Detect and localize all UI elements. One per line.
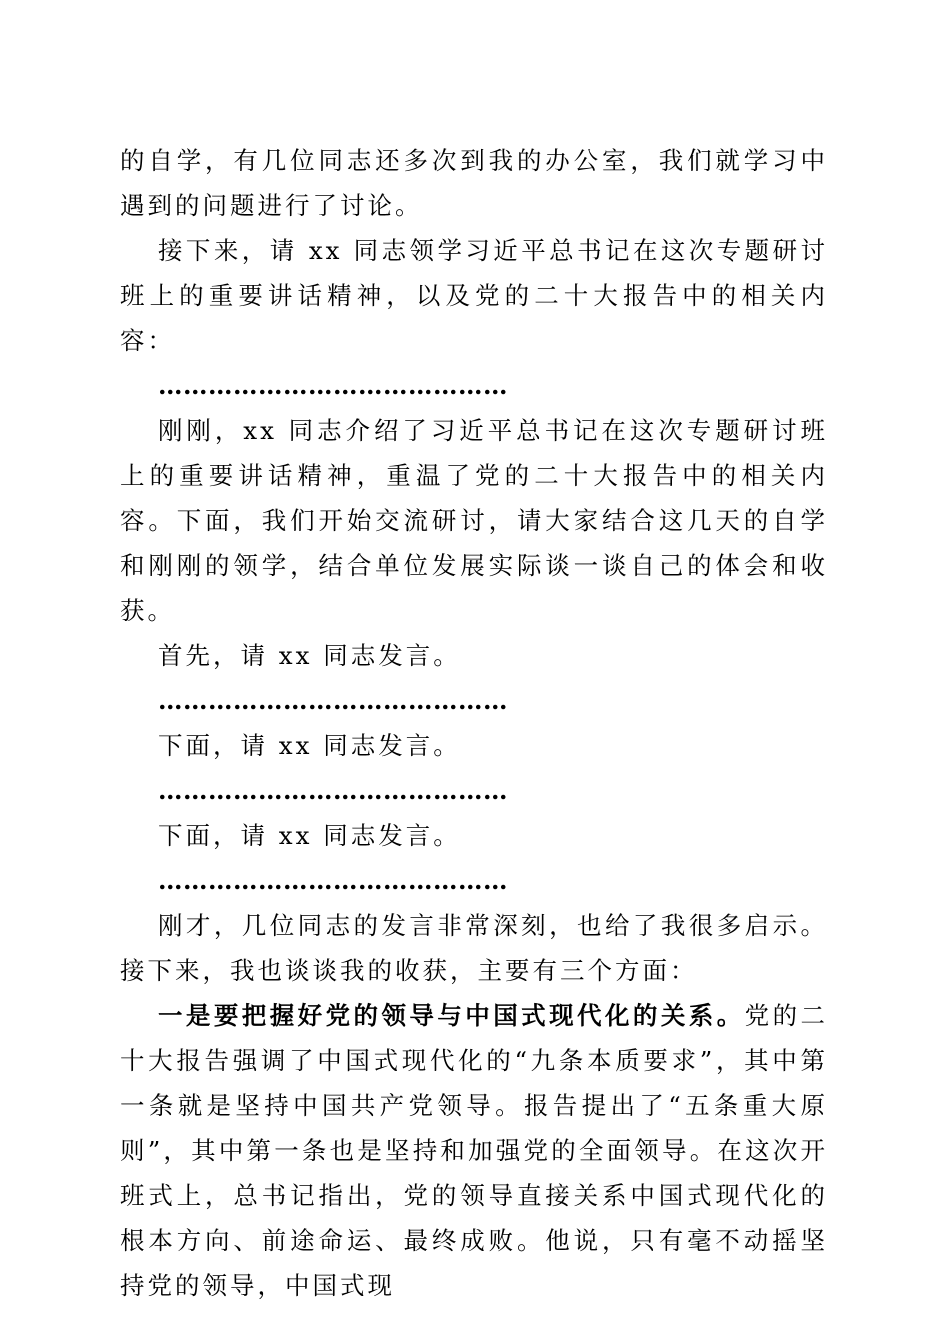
paragraph-lead-study: 接下来，请 xx 同志领学习近平总书记在这次专题研讨班上的重要讲话精神，以及党的二十大报告中的相关内容：	[120, 236, 828, 355]
ellipsis-placeholder: ……………………………………	[158, 686, 508, 715]
paragraph-self-study: 的自学，有几位同志还多次到我的办公室，我们就学习中遇到的问题进行了讨论。	[120, 146, 828, 220]
point-one-body: 党的二十大报告强调了中国式现代化的“九条本质要求”，其中第一条就是坚持中国共产党领导。报告提出了“五条重大原则”，其中第一条也是坚持和加强党的全面领导。在这次开班式上，总书记指出，党的领导直接关系中国式现代化的根本方向、前途命运、最终成败。他说，只有毫不动摇坚持党的领导，中国式现	[120, 1001, 829, 1300]
point-one-heading: 一是要把握好党的领导与中国式现代化的关系。	[158, 1001, 745, 1030]
ellipsis-placeholder: ……………………………………	[158, 866, 508, 895]
paragraph-point-one	[120, 993, 828, 1308]
paragraph-first-speaker: 首先，请 xx 同志发言。	[158, 641, 461, 670]
paragraph-next-speaker: 下面，请 xx 同志发言。	[158, 821, 461, 850]
paragraph-summary-intro: 刚才，几位同志的发言非常深刻，也给了我很多启示。接下来，我也谈谈我的收获，主要有三个方面：	[120, 911, 828, 985]
ellipsis-placeholder: ……………………………………	[158, 776, 508, 805]
document-body	[120, 138, 828, 1308]
paragraph-next-speaker: 下面，请 xx 同志发言。	[158, 731, 461, 760]
ellipsis-placeholder: ……………………………………	[158, 371, 508, 400]
paragraph-discussion-intro: 刚刚，xx 同志介绍了习近平总书记在这次专题研讨班上的重要讲话精神，重温了党的二十大报告中的相关内容。下面，我们开始交流研讨，请大家结合这几天的自学和刚刚的领学，结合单位发展实际谈一谈自己的体会和收获。	[120, 416, 828, 625]
